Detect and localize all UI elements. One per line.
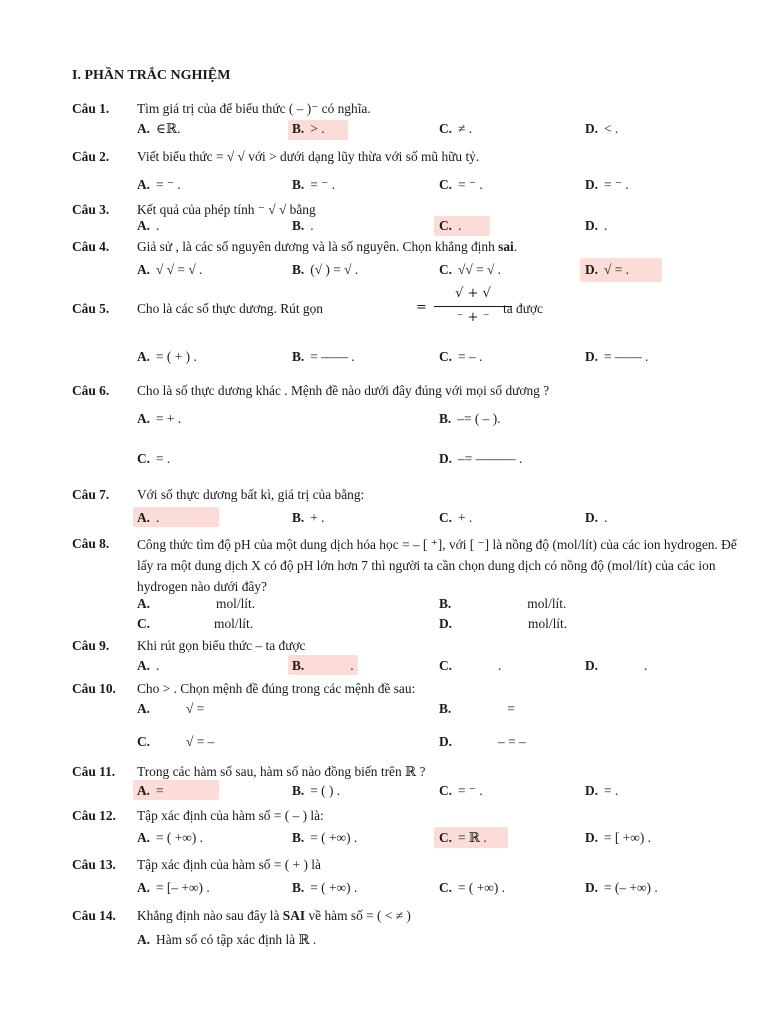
option-c[interactable]: C. = ⁻ . <box>439 783 483 798</box>
option-text: = ⁻ . <box>310 177 335 192</box>
option-text: . <box>604 510 608 525</box>
option-b[interactable]: B. . <box>292 658 354 673</box>
option-text: √ = – <box>186 734 215 749</box>
option-d[interactable]: D. – = – <box>439 734 526 749</box>
option-text: = ⁻ . <box>604 177 629 192</box>
option-text: = ( +∞) . <box>458 880 505 895</box>
option-d[interactable]: D. < . <box>585 121 619 136</box>
question-number: Câu 6. <box>72 383 110 398</box>
option-text: = [ +∞) . <box>604 830 651 845</box>
option-c[interactable]: C. mol/lít. <box>137 616 254 631</box>
fraction-bar <box>434 306 512 307</box>
option-d[interactable]: D. = —— . <box>585 349 649 364</box>
option-d[interactable]: D. . <box>585 510 608 525</box>
option-c[interactable]: C. = – . <box>439 349 483 364</box>
question-stem: Khẳng định nào sau đây là SAI về hàm số = ( < ≠ ) <box>137 908 411 923</box>
option-a[interactable]: A. . <box>137 510 160 525</box>
option-a[interactable]: A. = ( + ) . <box>137 349 197 364</box>
option-text: = ( +∞) . <box>310 830 358 845</box>
option-text: > . <box>310 121 325 136</box>
option-b[interactable]: B. (√ ) = √ . <box>292 262 359 277</box>
option-b[interactable]: B. . <box>292 218 314 233</box>
option-text: – = – <box>498 734 526 749</box>
option-a[interactable]: A. Hàm số có tập xác định là ℝ . <box>137 932 317 947</box>
option-c[interactable]: C. = ⁻ . <box>439 177 483 192</box>
option-text: √ = <box>186 701 205 716</box>
question-number: Câu 8. <box>72 536 110 551</box>
option-a[interactable]: A. = <box>137 783 164 798</box>
option-d[interactable]: D. . <box>585 218 608 233</box>
option-c[interactable]: C. . <box>439 218 462 233</box>
option-text: (√ ) = √ . <box>310 262 359 277</box>
option-a[interactable]: A. = ( +∞) . <box>137 830 203 845</box>
option-a[interactable]: A. ∈ℝ. <box>137 121 181 136</box>
question-number: Câu 2. <box>72 149 110 164</box>
option-text: = ⁻ . <box>156 177 181 192</box>
option-b[interactable]: B. = ( +∞) . <box>292 830 358 845</box>
option-text: √ = . <box>604 262 629 277</box>
option-text: = <box>156 783 164 798</box>
option-text: ≠ . <box>458 121 473 136</box>
question-stem: Tập xác định của hàm số = ( – ) là: <box>137 808 324 823</box>
option-c[interactable]: C. . <box>439 658 502 673</box>
option-text: = (– +∞) . <box>604 880 658 895</box>
option-a[interactable]: A. mol/lít. <box>137 596 256 611</box>
option-text: = ( +∞) . <box>156 830 203 845</box>
option-a[interactable]: A. . <box>137 218 160 233</box>
question-stem: Trong các hàm số sau, hàm số nào đồng biến trên ℝ ? <box>137 764 426 779</box>
question-number: Câu 4. <box>72 239 110 254</box>
section-title: I. PHẦN TRẮC NGHIỆM <box>72 68 231 83</box>
option-text: ∈ℝ. <box>156 121 181 136</box>
question-stem: Viết biểu thức = √ √ với > dưới dạng lũy thừa với số mũ hữu tỷ. <box>137 149 480 164</box>
option-text: . <box>310 218 314 233</box>
option-text: = [– +∞) . <box>156 880 210 895</box>
option-d[interactable]: D. √ = . <box>585 262 629 277</box>
option-text: = . <box>156 451 171 466</box>
option-text: = ( ) . <box>310 783 341 798</box>
question-tail: ta được <box>503 301 543 316</box>
option-text: –= ——— . <box>458 451 523 466</box>
question-number: Câu 1. <box>72 101 110 116</box>
option-text: . <box>156 218 160 233</box>
fraction-numerator: √ + √ <box>455 286 491 301</box>
option-a[interactable]: A. √ = <box>137 701 205 716</box>
option-c[interactable]: C. = . <box>137 451 171 466</box>
question-stem: Cho là số thực dương khác . Mệnh đề nào dưới đây đúng với mọi số dương ? <box>137 383 550 398</box>
option-a[interactable]: A. . <box>137 658 160 673</box>
option-text: mol/lít. <box>216 596 256 611</box>
option-d[interactable]: D. –= ——— . <box>439 451 523 466</box>
question-number: Câu 13. <box>72 857 116 872</box>
option-d[interactable]: D. = ⁻ . <box>585 177 629 192</box>
question-number: Câu 12. <box>72 808 116 823</box>
fraction-denominator: ⁻ + ⁻ <box>456 310 490 325</box>
option-a[interactable]: A. = [– +∞) . <box>137 880 210 895</box>
option-text: √ √ = √ . <box>156 262 203 277</box>
option-text: Hàm số có tập xác định là ℝ . <box>156 932 317 947</box>
option-text: . <box>156 658 160 673</box>
option-d[interactable]: D. = [ +∞) . <box>585 830 651 845</box>
option-text: = —— . <box>310 349 355 364</box>
option-a[interactable]: A. = ⁻ . <box>137 177 181 192</box>
option-d[interactable]: D. mol/lít. <box>439 616 568 631</box>
option-text: –= ( – ). <box>457 411 501 426</box>
option-text: . <box>644 658 648 673</box>
question-stem: Giả sử , là các số nguyên dương và là số nguyên. Chọn khẳng định sai. <box>137 239 518 254</box>
option-text: < . <box>604 121 619 136</box>
option-text: . <box>156 510 160 525</box>
option-d[interactable]: D. . <box>585 658 648 673</box>
option-text: . <box>498 658 502 673</box>
option-d[interactable]: D. = (– +∞) . <box>585 880 658 895</box>
option-text: = + . <box>156 411 182 426</box>
option-b[interactable]: B. –= ( – ). <box>439 411 501 426</box>
option-text: mol/lít. <box>214 616 254 631</box>
option-b[interactable]: B. = —— . <box>292 349 355 364</box>
option-a[interactable]: A. = + . <box>137 411 182 426</box>
question-stem: Kết quả của phép tính ⁻ √ √ bằng <box>137 202 316 217</box>
option-text: = – . <box>458 349 483 364</box>
option-b[interactable]: B. mol/lít. <box>439 596 567 611</box>
option-text: . <box>350 658 354 673</box>
option-b[interactable]: B. > . <box>292 121 325 136</box>
option-b[interactable]: B. = ⁻ . <box>292 177 335 192</box>
option-c[interactable]: C. √ = – <box>137 734 215 749</box>
option-c[interactable]: C. + . <box>439 510 473 525</box>
question-number: Câu 7. <box>72 487 110 502</box>
option-b[interactable]: B. = <box>439 701 515 716</box>
option-text: mol/lít. <box>528 616 568 631</box>
option-c[interactable]: C. = ℝ . <box>439 830 487 845</box>
question-number: Câu 3. <box>72 202 110 217</box>
option-c[interactable]: C. = ( +∞) . <box>439 880 505 895</box>
option-text: mol/lít. <box>527 596 567 611</box>
option-b[interactable]: B. = ( +∞) . <box>292 880 358 895</box>
question-number: Câu 9. <box>72 638 110 653</box>
question-stem: Cho là các số thực dương. Rút gọn <box>137 301 323 316</box>
option-text: = . <box>604 783 619 798</box>
option-text: + . <box>310 510 325 525</box>
option-text: = ⁻ . <box>458 177 483 192</box>
question-stem: Khi rút gọn biểu thức – ta được <box>137 638 306 653</box>
option-text: = —— . <box>604 349 649 364</box>
question-number: Câu 14. <box>72 908 116 923</box>
option-d[interactable]: D. = . <box>585 783 619 798</box>
question-stem: Tập xác định của hàm số = ( + ) là <box>137 857 321 872</box>
option-a[interactable]: A. √ √ = √ . <box>137 262 203 277</box>
option-text: = ⁻ . <box>458 783 483 798</box>
option-b[interactable]: B. + . <box>292 510 325 525</box>
option-text: . <box>458 218 462 233</box>
option-text: = <box>507 701 515 716</box>
option-text: √√ = √ . <box>458 262 502 277</box>
option-text: . <box>604 218 608 233</box>
question-stem: Công thức tìm độ pH của một dung dịch hóa học = – [ ⁺], với [ ⁻] là nồng độ (mol/lít) của các ion hydrogen. Để lấy ra một dung dịch X có độ pH lớn hơn 7 thì người ta cần chọn dung dịch có nồng độ (mol/lít) của các ion hydrogen nào dưới đây? <box>137 537 737 594</box>
option-text: + . <box>458 510 473 525</box>
q5-tail <box>503 299 583 318</box>
equals-sign: = <box>416 300 427 315</box>
question-stem: Với số thực dương bất kì, giá trị của bằng: <box>137 487 365 502</box>
question-number: Câu 11. <box>72 764 116 779</box>
option-b[interactable]: B. = ( ) . <box>292 783 341 798</box>
question-number: Câu 5. <box>72 301 110 316</box>
question-stem: Tìm giá trị của để biểu thức ( – )⁻ có nghĩa. <box>137 101 371 116</box>
option-c[interactable]: C. ≠ . <box>439 121 473 136</box>
option-c[interactable]: C. √√ = √ . <box>439 262 502 277</box>
option-text: = ( + ) . <box>156 349 197 364</box>
question-number: Câu 10. <box>72 681 116 696</box>
question-stem: Cho > . Chọn mệnh đề đúng trong các mệnh đề sau: <box>137 681 416 696</box>
option-text: = ( +∞) . <box>310 880 358 895</box>
option-text: = ℝ . <box>458 830 487 845</box>
